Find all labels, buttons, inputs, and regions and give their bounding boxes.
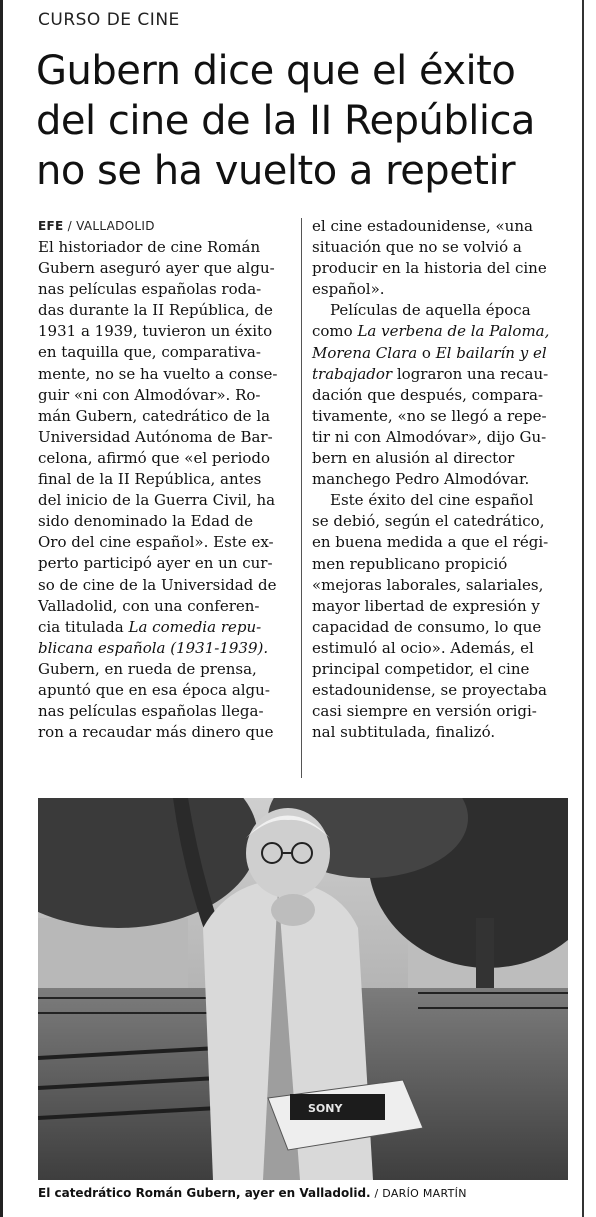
column-divider: [301, 218, 302, 778]
film-title: La verbena de la Paloma,: [357, 322, 550, 341]
film-title: trabajador: [312, 364, 393, 383]
text-line: el cine estadounidense, «una: [312, 217, 533, 235]
text-line: del inicio de la Guerra Civil, ha: [38, 491, 276, 510]
text-line: Universidad Autónoma de Bar-: [38, 427, 273, 446]
headline-line: no se ha vuelto a repetir: [36, 148, 516, 194]
article-column-2: [312, 216, 567, 743]
text-line: final de la II República, antes: [38, 470, 262, 489]
byline-city: VALLADOLID: [76, 219, 155, 233]
text-line: casi siempre en versión origi-: [312, 702, 537, 721]
text-line: manchego Pedro Almodóvar.: [312, 470, 530, 489]
text-run: cia titulada: [38, 617, 124, 636]
text-line: [38, 617, 294, 638]
photo-illustration: [38, 798, 568, 1180]
text-line: tir ni con Almodóvar», dijo Gu-: [312, 427, 547, 446]
text-line: ron a recaudar más dinero que: [38, 723, 274, 742]
text-run: lograron una recau-: [392, 364, 549, 383]
text-line: sido denominado la Edad de: [38, 512, 253, 531]
text-line: mente, no se ha vuelto a conse-: [38, 364, 278, 383]
text-line: español».: [312, 280, 385, 299]
text-line: Este éxito del cine español: [330, 491, 534, 510]
headline-line: Gubern dice que el éxito: [36, 48, 516, 94]
text-line: Gubern, en rueda de prensa,: [38, 659, 257, 678]
text-line: en buena medida a que el régi-: [312, 533, 549, 552]
text-line: [312, 343, 567, 364]
text-line: estimuló al ocio». Además, el: [312, 638, 534, 657]
text-line: se debió, según el catedrático,: [312, 512, 545, 531]
sony-box-label: SONY: [308, 1102, 343, 1115]
text-line: capacidad de consumo, lo que: [312, 617, 542, 636]
text-line: bern en alusión al director: [312, 449, 515, 468]
text-line: estadounidense, se proyectaba: [312, 681, 547, 700]
headline: [36, 46, 576, 196]
photo-credit: / DARÍO MARTÍN: [374, 1187, 467, 1200]
text-line: dación que después, compara-: [312, 385, 544, 404]
news-photo: [38, 798, 568, 1180]
text-line: 1931 a 1939, tuvieron un éxito: [38, 322, 273, 341]
text-line: principal competidor, el cine: [312, 659, 530, 678]
film-title: El bailarín y el: [435, 343, 547, 362]
caption-text: El catedrático Román Gubern, ayer en Valladolid.: [38, 1186, 371, 1200]
article-column-1: [38, 237, 294, 743]
text-line: Oro del cine español». Este ex-: [38, 533, 274, 552]
section-label: CURSO DE CINE: [38, 10, 180, 30]
text-line: nas películas españolas llega-: [38, 702, 264, 721]
film-title: Morena Clara: [312, 343, 418, 362]
text-line: nas películas españolas roda-: [38, 280, 262, 299]
text-line: El historiador de cine Román: [38, 238, 261, 256]
byline: [38, 219, 155, 233]
byline-separator: /: [63, 219, 77, 233]
text-run: o: [417, 343, 436, 362]
text-line: apuntó que en esa época algu-: [38, 680, 270, 699]
lecture-title: La comedia repu-: [128, 617, 262, 636]
building: [38, 918, 188, 998]
text-line: Películas de aquella época: [330, 301, 531, 320]
person-hand: [271, 894, 315, 926]
headline-line: del cine de la II República: [36, 98, 535, 144]
text-line: [312, 364, 567, 385]
text-line: situación que no se volvió a: [312, 238, 522, 257]
text-line: mayor libertad de expresión y: [312, 596, 540, 615]
page-right-border: [582, 0, 584, 1217]
text-line: tivamente, «no se llegó a repe-: [312, 406, 547, 425]
text-line: producir en la historia del cine: [312, 259, 547, 278]
page-left-border: [0, 0, 3, 1217]
text-run: como: [312, 322, 353, 341]
text-line: das durante la II República, de: [38, 301, 273, 320]
text-line: «mejoras laborales, salariales,: [312, 575, 544, 594]
text-line: [312, 321, 567, 342]
photo-caption: [38, 1186, 467, 1200]
text-line: guir «ni con Almodóvar». Ro-: [38, 385, 261, 404]
text-line: nal subtitulada, finalizó.: [312, 723, 496, 742]
text-line: en taquilla que, comparativa-: [38, 343, 261, 362]
text-line: Valladolid, con una conferen-: [38, 596, 260, 615]
text-line: celona, afirmó que «el periodo: [38, 448, 271, 467]
text-line: Gubern aseguró ayer que algu-: [38, 259, 275, 278]
text-line: perto participó ayer en un cur-: [38, 554, 273, 573]
text-line: so de cine de la Universidad de: [38, 575, 277, 594]
text-line: mán Gubern, catedrático de la: [38, 406, 271, 425]
text-line: men republicano propició: [312, 554, 508, 573]
lecture-title: blicana española (1931-1939).: [38, 638, 269, 657]
byline-agency: EFE: [38, 219, 64, 233]
